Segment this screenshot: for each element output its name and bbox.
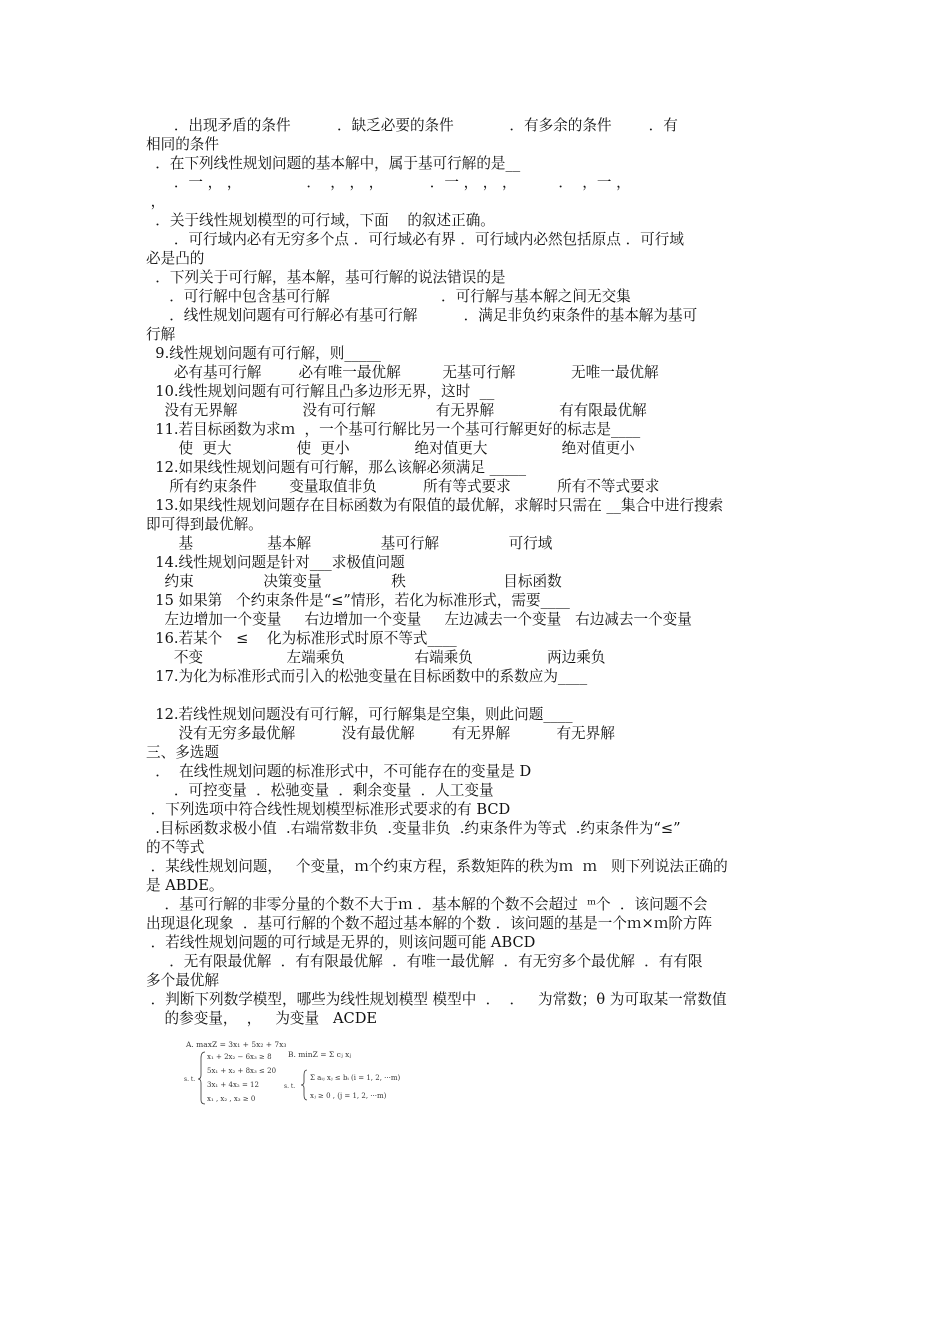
model-b-objective: B. minZ = Σ cⱼ xⱼ (288, 1050, 352, 1059)
text-line: 12.如果线性规划问题有可行解，那么该解必须满足 _____ (146, 459, 527, 476)
model-a-objective: A. maxZ = 3x₁ + 5x₂ + 7x₃ (186, 1040, 287, 1049)
text-line: 的不等式 (146, 839, 205, 856)
text-line: ．下列选项中符合线性规划模型标准形式要求的有 BCD (146, 801, 511, 818)
model-b-brace (301, 1070, 307, 1100)
model-a-constraint-4: x₁ , x₂ , x₃ ≥ 0 (207, 1095, 256, 1103)
text-line: 没有无界解 没有可行解 有无界解 有有限最优解 (146, 402, 647, 419)
text-line: ． 在线性规划问题的标准形式中，不可能存在的变量是 D (146, 763, 532, 780)
text-line: ．下列关于可行解，基本解，基可行解的说法错误的是 (146, 269, 506, 286)
text-line: 17.为化为标准形式而引入的松弛变量在目标函数中的系数应为____ (146, 668, 588, 685)
text-line: ．一 ， ， ． ， ， ， ．一 ， ， ， ． ，一 ， (146, 174, 631, 191)
text-line: 必是凸的 (146, 250, 205, 267)
text-line: 所有约束条件 变量取值非负 所有等式要求 所有不等式要求 (146, 478, 660, 495)
model-a-constraint-2: 5x₁ + x₂ + 8x₃ ≤ 20 (207, 1067, 277, 1075)
text-line: 约束 决策变量 秩 目标函数 (146, 573, 562, 590)
model-b-constraint-2: xⱼ ≥ 0 , (j = 1, 2, ···m) (310, 1092, 387, 1100)
text-line: 9.线性规划问题有可行解，则_____ (146, 345, 381, 362)
text-line: ．可行解中包含基可行解 ．可行解与基本解之间无交集 (146, 288, 631, 305)
text-line: 相同的条件 (146, 136, 219, 153)
text-line: 多个最优解 (146, 972, 219, 989)
text-line: ．线性规划问题有可行解必有基可行解 ．满足非负约束条件的基本解为基可 (146, 307, 698, 324)
text-line: 是 ABDE。 (146, 877, 224, 894)
text-line: 行解 (146, 326, 176, 343)
text-line: 11.若目标函数为求ｍ ，一个基可行解比另一个基可行解更好的标志是____ (146, 421, 641, 438)
text-line: ．无有限最优解 ．有有限最优解 ．有唯一最优解 ．有无穷多个最优解 ．有有限 (146, 953, 703, 970)
text-line: 三、多选题 (146, 744, 219, 761)
text-line: 没有无穷多最优解 没有最优解 有无界解 有无界解 (146, 725, 615, 742)
text-line: 出现退化现象 ．基可行解的个数不超过基本解的个数 ．该问题的基是一个ｍ×ｍ阶方阵 (146, 915, 713, 932)
model-a-brace (198, 1052, 205, 1104)
text-line: ．出现矛盾的条件 ．缺乏必要的条件 ．有多余的条件 ．有 (146, 117, 678, 134)
text-line: 12.若线性规划问题没有可行解，可行解集是空集，则此问题____ (146, 706, 573, 723)
text-line: 必有基可行解 必有唯一最优解 无基可行解 无唯一最优解 (146, 364, 659, 381)
text-line: 左边增加一个变量 右边增加一个变量 左边减去一个变量 右边减去一个变量 (146, 611, 692, 628)
math-model-figure (180, 1038, 460, 1108)
text-line: 10.线性规划问题有可行解且凸多边形无界，这时 __ (146, 383, 495, 400)
text-line: ．基可行解的非零分量的个数不大于ｍ ．基本解的个数不会超过 ᵐ个 ．该问题不会 (146, 896, 708, 913)
text-line: ．可行域内必有无穷多个点 ．可行域必有界 ．可行域内必然包括原点 ．可行域 (146, 231, 684, 248)
text-line: ， (146, 193, 166, 210)
text-line: 基 基本解 基可行解 可行域 (146, 535, 553, 552)
model-b-constraint-1: Σ aᵢⱼ xⱼ ≤ bᵢ (i = 1, 2, ···m) (310, 1074, 401, 1082)
model-a-constraint-1: x₁ + 2x₂ − 6x₃ ≥ 8 (207, 1053, 272, 1061)
text-line: 13.如果线性规划问题存在目标函数为有限值的最优解，求解时只需在 __集合中进行搜索 (146, 497, 724, 514)
text-line: 即可得到最优解。 (146, 516, 263, 533)
model-b-st-label: s. t. (284, 1083, 296, 1090)
text-line: 16.若某个 ≤ 化为标准形式时原不等式____ (146, 630, 457, 647)
text-line: ．某线性规划问题， 个变量，ｍ个约束方程，系数矩阵的秩为ｍ ｍ 则下列说法正确的 (146, 858, 728, 875)
text-line: 不变 左端乘负 右端乘负 两边乘负 (146, 649, 606, 666)
model-a-st-label: s. t. (184, 1076, 196, 1083)
text-line: 的参变量， ， 为变量 ACDE (146, 1010, 378, 1027)
text-line: ．判断下列数学模型，哪些为线性规划模型 模型中 ． ． 为常数；θ 为可取某一常数值 (146, 991, 727, 1008)
text-line: ．若线性规划问题的可行域是无界的，则该问题可能 ABCD (146, 934, 536, 951)
model-a-constraint-3: 3x₁ + 4x₂ = 12 (207, 1081, 259, 1089)
text-line: .目标函数求极小值 .右端常数非负 .变量非负 .约束条件为等式 .约束条件为“≤” (146, 820, 681, 837)
text-line: 15 如果第 个约束条件是“≤”情形，若化为标准形式，需要____ (146, 592, 570, 609)
text-line: ．关于线性规划模型的可行域，下面 的叙述正确。 (146, 212, 495, 229)
text-line: 使 更大 使 更小 绝对值更大 绝对值更小 (146, 440, 635, 457)
text-line: ．可控变量 ．松驰变量 ．剩余变量 ．人工变量 (146, 782, 494, 799)
text-line: ．在下列线性规划问题的基本解中，属于基可行解的是__ (146, 155, 521, 172)
text-line: 14.线性规划问题是针对___求极值问题 (146, 554, 405, 571)
